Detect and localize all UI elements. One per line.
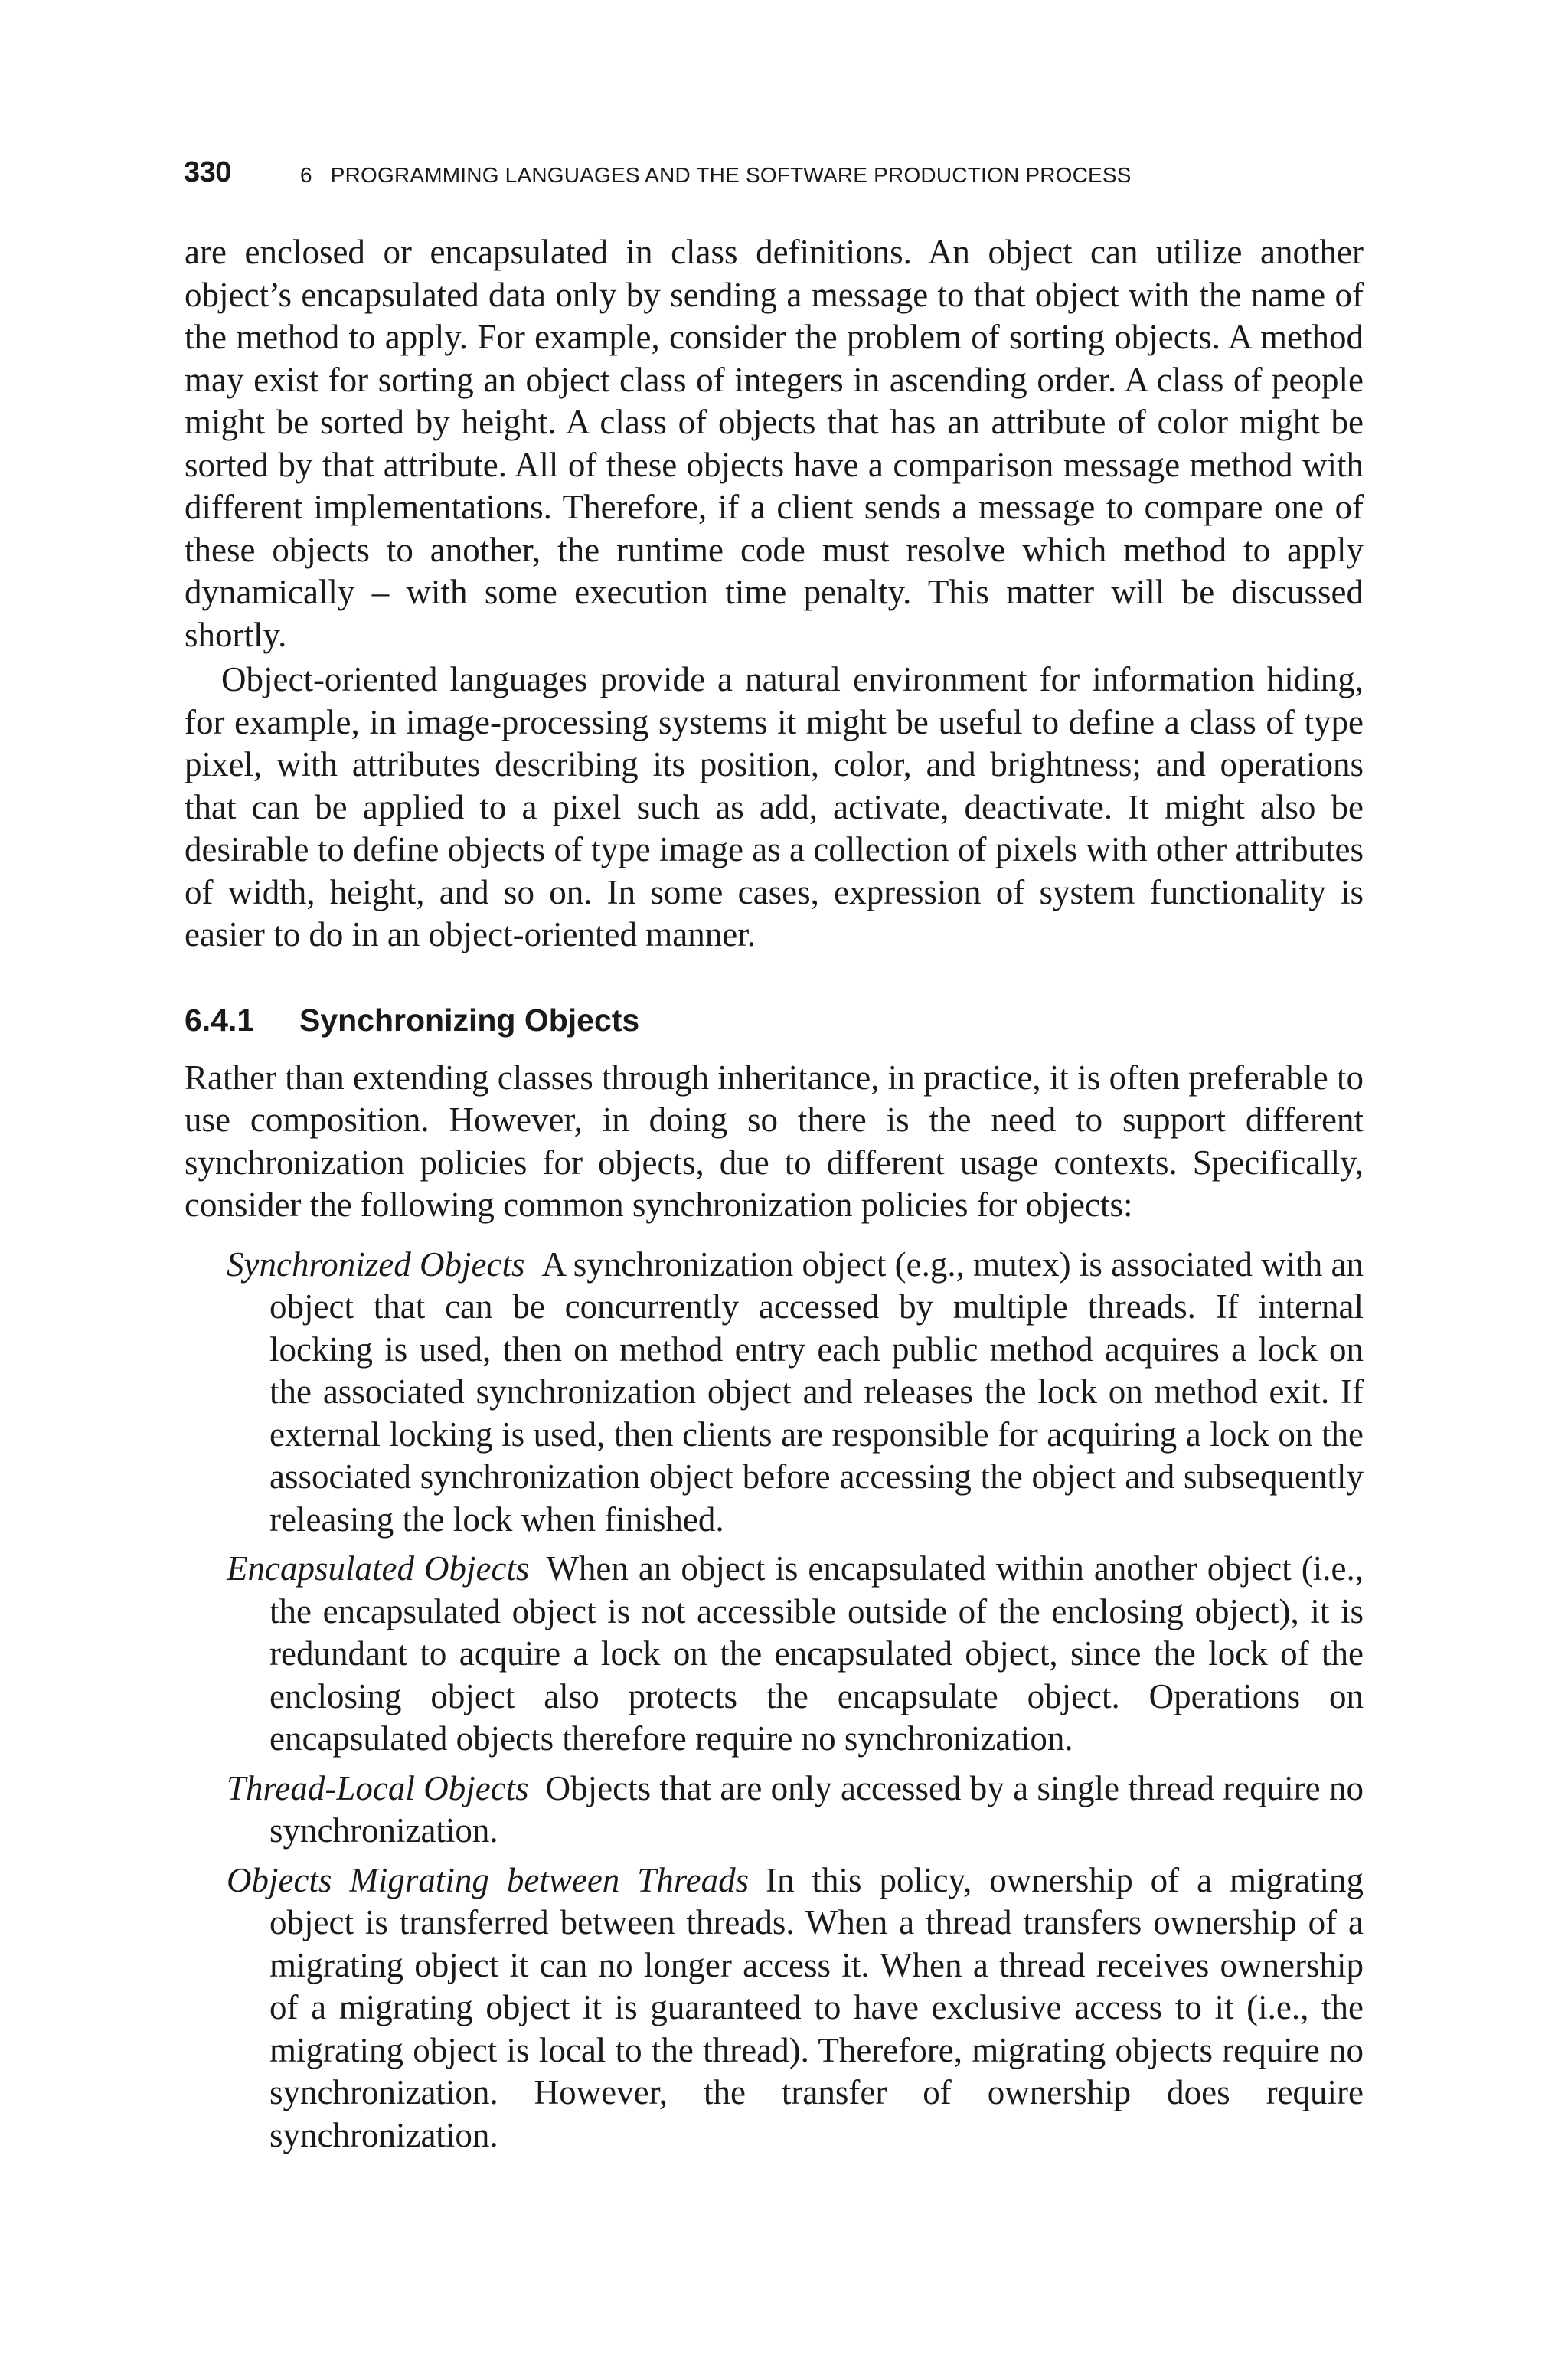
definition-item — [227, 1859, 1364, 2157]
definition-text: In this policy, ownership of a migrating object is transferred between threads. When a thread transfers ownership of a migrating object it can no longer access it. When a thread receives ownership of a migrating object it is guaranteed to have exclusive access to it (i.e., the migrating object is local to the thread). Therefore, migrating objects require no synchronization. However, the transfer of ownership does require synchronization. — [270, 1860, 1364, 2154]
section-heading — [185, 1000, 1364, 1040]
definition-text: Objects that are only accessed by a single thread require no synchronization. — [270, 1768, 1364, 1850]
section-title: Synchronizing Objects — [299, 1002, 640, 1038]
page-number: 330 — [184, 156, 231, 188]
paragraph-2: Object-oriented languages provide a natural environment for information hiding, for example, in image-processing systems it might be useful to define a class of type pixel, with attributes describing its position, color, and brightness; and operations that can be applied to a pixel such as add, activate, deactivate. It might also be desirable to define objects of type image as a collection of pixels with other attributes of width, height, and so on. In some cases, expression of system functionality is easier to do in an object-oriented manner. — [185, 660, 1364, 953]
definition-term: Objects Migrating between Threads — [227, 1860, 750, 1899]
definition-term: Encapsulated Objects — [227, 1549, 530, 1588]
chapter-title: 6 PROGRAMMING LANGUAGES AND THE SOFTWARE PRODUCTION PROCESS — [300, 163, 1132, 187]
definition-text: A synchronization object (e.g., mutex) is associated with an object that can be concurrently accessed by multiple threads. If internal locking is used, then on method entry each public method acquires a lock on the associated synchronization object and releases the lock on method exit. If external locking is used, then clients are responsible for acquiring a lock on the associated synchronization object before accessing the object and subsequently releasing the lock when finished. — [270, 1245, 1364, 1539]
definition-list — [185, 1244, 1364, 2157]
definition-text: When an object is encapsulated within another object (i.e., the encapsulated object is not accessible outside of the enclosing object), it is redundant to acquire a lock on the encapsulated object, since the lock of the enclosing object also protects the encapsulate object. Operations on encapsulated objects therefore require no synchronization. — [270, 1549, 1364, 1758]
definition-item — [227, 1768, 1364, 1853]
definition-term: Thread-Local Objects — [227, 1768, 529, 1807]
paragraph-1: are enclosed or encapsulated in class definitions. An object can utilize another object’s encapsulated data only by sending a message to that object with the name of the method to apply. For example, consider the problem of sorting objects. A method may exist for sorting an object class of integers in ascending order. A class of people might be sorted by height. A class of objects that has an attribute of color might be sorted by that attribute. All of these objects have a comparison message method with different implementations. Therefore, if a client sends a message to compare one of these objects to another, the runtime code must resolve which method to apply dynamically – with some execution time penalty. This matter will be discussed shortly. — [185, 233, 1364, 654]
section-intro: Rather than extending classes through inheritance, in practice, it is often preferable to use composition. However, in doing so there is the need to support different synchronization policies for objects, due to different usage contexts. Specifically, consider the following common synchronization policies for objects: — [185, 1058, 1364, 1224]
page-body — [185, 231, 1364, 2164]
definition-item — [227, 1244, 1364, 1542]
running-head — [184, 156, 1378, 193]
definition-item — [227, 1548, 1364, 1761]
definition-term: Synchronized Objects — [227, 1245, 525, 1284]
section-number: 6.4.1 — [185, 1002, 255, 1038]
